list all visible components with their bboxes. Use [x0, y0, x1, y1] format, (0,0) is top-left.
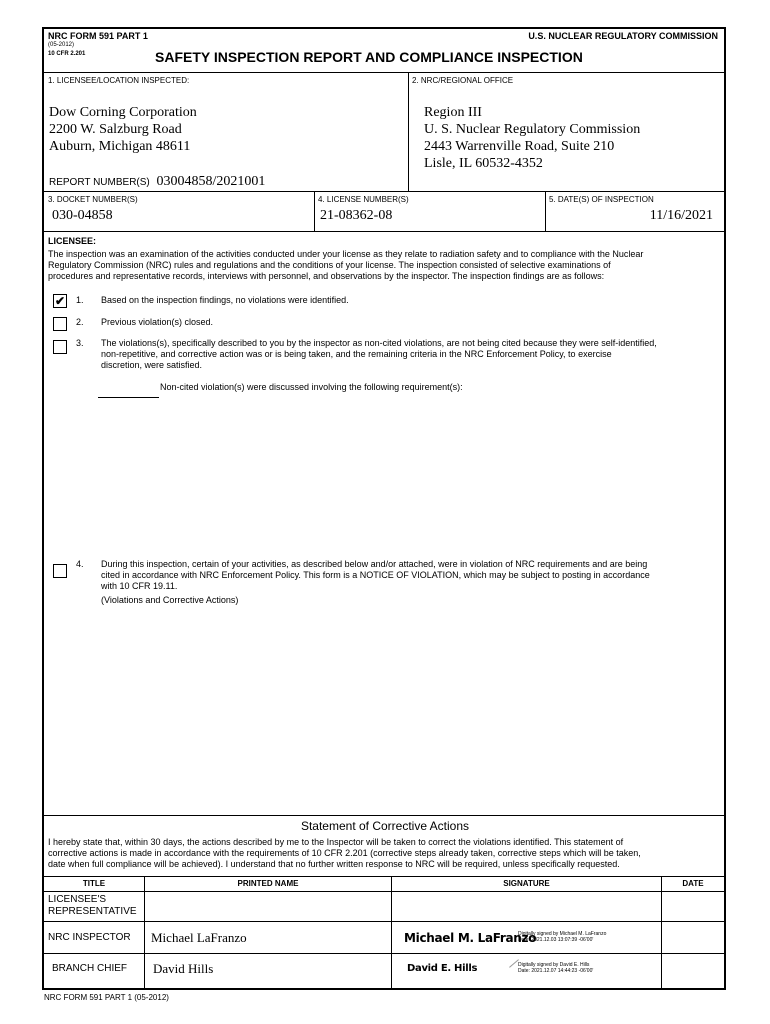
divider	[43, 191, 725, 192]
divider	[43, 876, 725, 877]
branch-chief-title: BRANCH CHIEF	[52, 963, 128, 974]
divider	[391, 876, 392, 989]
statement-text	[48, 837, 641, 870]
item3-number: 3.	[76, 338, 84, 348]
item4-line: cited in accordance with NRC Enforcement Policy. This form is a NOTICE OF VIOLATION, which may be subject to posting in accordance	[101, 570, 650, 580]
report-number-label: REPORT NUMBER(S)	[49, 177, 150, 188]
item2-number: 2.	[76, 317, 84, 327]
branch-chief-signature: David E. Hills	[407, 963, 478, 974]
cfr-reference: 10 CFR 2.201	[48, 51, 86, 57]
intro-line: The inspection was an examination of the activities conducted under your license as they relate to radiation safety and to compliance with the Nuclear	[48, 249, 644, 259]
licensee-city: Auburn, Michigan 48611	[49, 139, 191, 154]
licensee-heading: LICENSEE:	[48, 236, 97, 246]
item2-text: Previous violation(s) closed.	[101, 317, 214, 327]
col-printed-name-header: PRINTED NAME	[237, 879, 299, 888]
regional-office-address	[424, 104, 640, 172]
form-title: SAFETY INSPECTION REPORT AND COMPLIANCE INSPECTION	[155, 49, 583, 65]
col-date-header: DATE	[682, 879, 704, 888]
inspection-date-label: 5. DATE(S) OF INSPECTION	[549, 195, 654, 204]
item4-line: During this inspection, certain of your activities, as described below and/or attached, were in violation of NRC requirements and are being	[101, 559, 648, 569]
item4-text	[101, 559, 650, 606]
divider	[43, 72, 725, 73]
divider	[43, 231, 725, 232]
item4-line: with 10 CFR 19.11.	[101, 581, 178, 591]
region-city: Lisle, IL 60532-4352	[424, 156, 543, 171]
digital-signature-line: Date: 2021.12.03 13:07:39 -06'00'	[518, 937, 594, 943]
statement-line: corrective actions is made in accordance with the requirements of 10 CFR 2.201 (corrective steps already taken, corrective steps which will be taken,	[48, 848, 641, 858]
item3-line: The violations(s), specifically described to you by the inspector as non-cited violations, are not being cited because they were self-identified,	[101, 338, 657, 348]
statement-line: date when full compliance will be achieved). I understand that no further written response to NRC will be required, unless specifically requested.	[48, 859, 620, 869]
divider	[144, 876, 145, 989]
item3-line: non-repetitive, and corrective action was or is being taken, and the remaining criteria in the NRC Enforcement Policy, to exercise	[101, 349, 612, 359]
item3-text	[101, 338, 657, 371]
regional-office-label: 2. NRC/REGIONAL OFFICE	[412, 76, 514, 85]
intro-line: Regulatory Commission (NRC) rules and regulations and the conditions of your license. The inspection consisted of selective examinations of	[48, 260, 611, 270]
noncited-text: Non-cited violation(s) were discussed involving the following requirement(s):	[160, 382, 463, 392]
licensee-rep-title-line: LICENSEE'S	[48, 894, 107, 905]
divider	[661, 876, 662, 989]
divider	[43, 953, 725, 954]
digital-signature-line: Digitally signed by Michael M. LaFranzo	[518, 931, 607, 937]
agency-name: U.S. NUCLEAR REGULATORY COMMISSION	[528, 31, 718, 41]
docket-label: 3. DOCKET NUMBER(S)	[48, 195, 138, 204]
item2-checkbox[interactable]	[53, 317, 67, 331]
report-number: 03004858/2021001	[156, 174, 266, 189]
divider	[43, 891, 725, 892]
inspection-date: 11/16/2021	[649, 208, 713, 223]
docket-number: 030-04858	[52, 208, 113, 223]
licensee-rep-title	[48, 894, 137, 918]
noncited-blank-line	[98, 397, 159, 398]
form-footer: NRC FORM 591 PART 1 (05-2012)	[44, 993, 169, 1002]
col-signature-header: SIGNATURE	[503, 879, 550, 888]
divider	[545, 191, 546, 231]
statement-title: Statement of Corrective Actions	[300, 819, 470, 833]
form-date: (05-2012)	[48, 42, 75, 48]
statement-line: I hereby state that, within 30 days, the actions described by me to the Inspector will be taken to correct the violations identified. This statement of	[48, 837, 624, 847]
divider	[408, 72, 409, 191]
divider	[43, 815, 725, 816]
divider	[314, 191, 315, 231]
region-agency: U. S. Nuclear Regulatory Commission	[424, 122, 641, 137]
branch-chief-name: David Hills	[153, 961, 214, 976]
branch-chief-digital-signature	[518, 962, 593, 974]
inspector-signature: Michael M. LaFranzo	[404, 931, 537, 945]
item1-checkbox[interactable]: ✔	[54, 294, 66, 308]
divider	[43, 921, 725, 922]
item3-checkbox[interactable]	[53, 340, 67, 354]
digital-signature-line: Digitally signed by David E. Hills	[518, 962, 590, 968]
region-street: 2443 Warrenville Road, Suite 210	[424, 139, 615, 154]
inspector-name: Michael LaFranzo	[151, 930, 247, 945]
license-number: 21-08362-08	[320, 208, 393, 223]
intro-line: procedures and representative records, interviews with personnel, and observations by the inspector. The inspection findings are as follows:	[48, 271, 605, 281]
report-number-row	[49, 174, 265, 190]
licensee-name: Dow Corning Corporation	[49, 105, 197, 120]
licensee-address	[49, 104, 197, 155]
region-name: Region III	[424, 105, 482, 120]
item4-number: 4.	[76, 559, 84, 569]
item1-number: 1.	[76, 295, 84, 305]
licensee-rep-title-line: REPRESENTATIVE	[48, 906, 137, 917]
intro-paragraph	[48, 249, 643, 282]
item4-line: (Violations and Corrective Actions)	[101, 595, 239, 605]
item3-line: discretion, were satisfied.	[101, 360, 203, 370]
licensee-street: 2200 W. Salzburg Road	[49, 122, 182, 137]
inspector-title: NRC INSPECTOR	[48, 932, 131, 943]
licensee-label: 1. LICENSEE/LOCATION INSPECTED:	[48, 76, 190, 85]
col-title-header: TITLE	[82, 879, 106, 888]
form-id: NRC FORM 591 PART 1	[48, 31, 148, 41]
inspector-digital-signature	[518, 931, 606, 943]
license-number-label: 4. LICENSE NUMBER(S)	[318, 195, 409, 204]
item4-checkbox[interactable]	[53, 564, 67, 578]
digital-signature-line: Date: 2021.12.07 14:44:23 -06'00'	[518, 968, 594, 974]
item1-text: Based on the inspection findings, no violations were identified.	[101, 295, 349, 305]
